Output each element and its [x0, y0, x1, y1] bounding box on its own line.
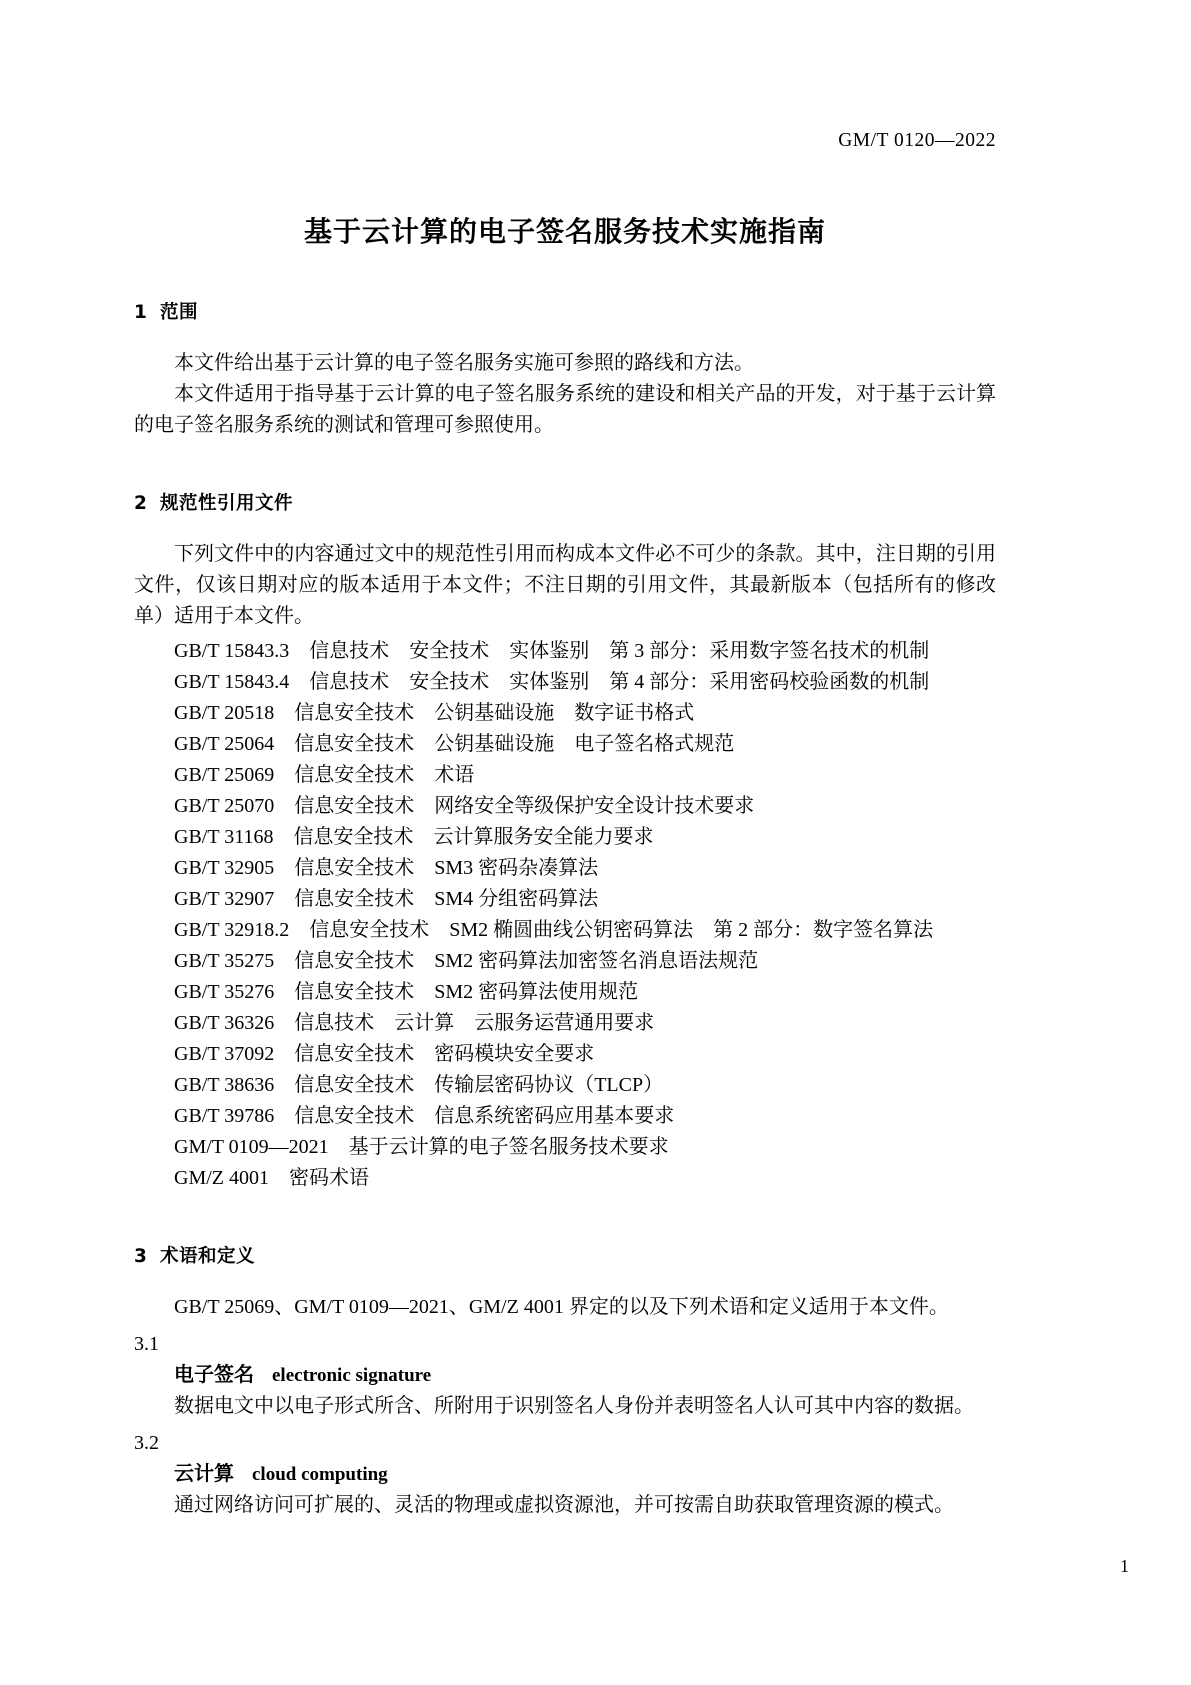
clause-2-body: [134, 539, 996, 632]
clause-number-1: 1: [134, 302, 148, 323]
page-number: 1: [1120, 1556, 1129, 1576]
term-name-cn: 云计算: [174, 1461, 234, 1485]
term-number: 3.2: [134, 1432, 159, 1454]
reference-item: GB/T 25070 信息安全技术 网络安全等级保护安全设计技术要求: [174, 795, 755, 817]
term-entry: [134, 1329, 996, 1422]
paragraph: GB/T 25069、GM/T 0109—2021、GM/Z 4001 界定的以及下列术语和定义适用于本文件。: [174, 1296, 949, 1318]
term-entry: [134, 1428, 996, 1521]
reference-item: GB/T 35276 信息安全技术 SM2 密码算法使用规范: [174, 981, 639, 1003]
reference-item: GB/T 32907 信息安全技术 SM4 分组密码算法: [174, 888, 599, 910]
reference-item: GM/Z 4001 密码术语: [174, 1167, 369, 1189]
term-name: [134, 1359, 996, 1391]
page-content: [134, 0, 996, 1521]
clause-title-3: 术语和定义: [160, 1246, 256, 1267]
clause-heading-1: [134, 298, 996, 324]
reference-item: GB/T 31168 信息安全技术 云计算服务安全能力要求: [174, 826, 654, 848]
term-name-en: cloud computing: [252, 1464, 388, 1485]
reference-item: GB/T 20518 信息安全技术 公钥基础设施 数字证书格式: [174, 702, 695, 724]
paragraph: 本文件给出基于云计算的电子签名服务实施可参照的路线和方法。: [174, 352, 754, 374]
clause-number-3: 3: [134, 1246, 148, 1267]
clause-title-2: 规范性引用文件: [160, 493, 294, 514]
term-definition: 数据电文中以电子形式所含、所附用于识别签名人身份并表明签名人认可其中内容的数据。: [174, 1395, 974, 1417]
term-definition: 通过网络访问可扩展的、灵活的物理或虚拟资源池，并可按需自助获取管理资源的模式。: [174, 1494, 954, 1516]
reference-item: GB/T 39786 信息安全技术 信息系统密码应用基本要求: [174, 1105, 675, 1127]
clause-number-2: 2: [134, 493, 148, 514]
reference-item: GB/T 37092 信息安全技术 密码模块安全要求: [174, 1043, 595, 1065]
reference-item: GB/T 32905 信息安全技术 SM3 密码杂凑算法: [174, 857, 599, 879]
clause-1-body: [134, 348, 996, 441]
paragraph: 本文件适用于指导基于云计算的电子签名服务系统的建设和相关产品的开发，对于基于云计算的电子签名服务系统的测试和管理可参照使用。: [134, 383, 996, 436]
standard-code: GM/T 0120—2022: [838, 130, 996, 151]
term-name: [134, 1458, 996, 1490]
clause-heading-2: [134, 489, 996, 515]
clause-3-body: [134, 1292, 996, 1323]
clause-heading-3: [134, 1242, 996, 1268]
paragraph: 下列文件中的内容通过文中的规范性引用而构成本文件必不可少的条款。其中，注日期的引用文件，仅该日期对应的版本适用于本文件；不注日期的引用文件，其最新版本（包括所有的修改单）适用于本文件。: [134, 543, 996, 627]
normative-references-list: [134, 636, 996, 1194]
reference-item: GB/T 25069 信息安全技术 术语: [174, 764, 475, 786]
clause-title-1: 范围: [160, 302, 199, 323]
page-header: [134, 130, 996, 152]
reference-item: GB/T 36326 信息技术 云计算 云服务运营通用要求: [174, 1012, 655, 1034]
reference-item: GB/T 35275 信息安全技术 SM2 密码算法加密签名消息语法规范: [174, 950, 759, 972]
reference-item: GM/T 0109—2021 基于云计算的电子签名服务技术要求: [174, 1136, 669, 1158]
reference-item: GB/T 15843.3 信息技术 安全技术 实体鉴别 第 3 部分：采用数字签名技术的机制: [174, 640, 930, 662]
document-title: 基于云计算的电子签名服务技术实施指南: [303, 215, 826, 248]
term-number: 3.1: [134, 1333, 159, 1355]
reference-item: GB/T 38636 信息安全技术 传输层密码协议（TLCP）: [174, 1074, 664, 1096]
reference-item: GB/T 32918.2 信息安全技术 SM2 椭圆曲线公钥密码算法 第 2 部分：数字签名算法: [174, 919, 934, 941]
term-name-en: electronic signature: [272, 1365, 432, 1386]
reference-item: GB/T 25064 信息安全技术 公钥基础设施 电子签名格式规范: [174, 733, 735, 755]
term-name-cn: 电子签名: [174, 1362, 254, 1386]
reference-item: GB/T 15843.4 信息技术 安全技术 实体鉴别 第 4 部分：采用密码校验函数的机制: [174, 671, 930, 693]
